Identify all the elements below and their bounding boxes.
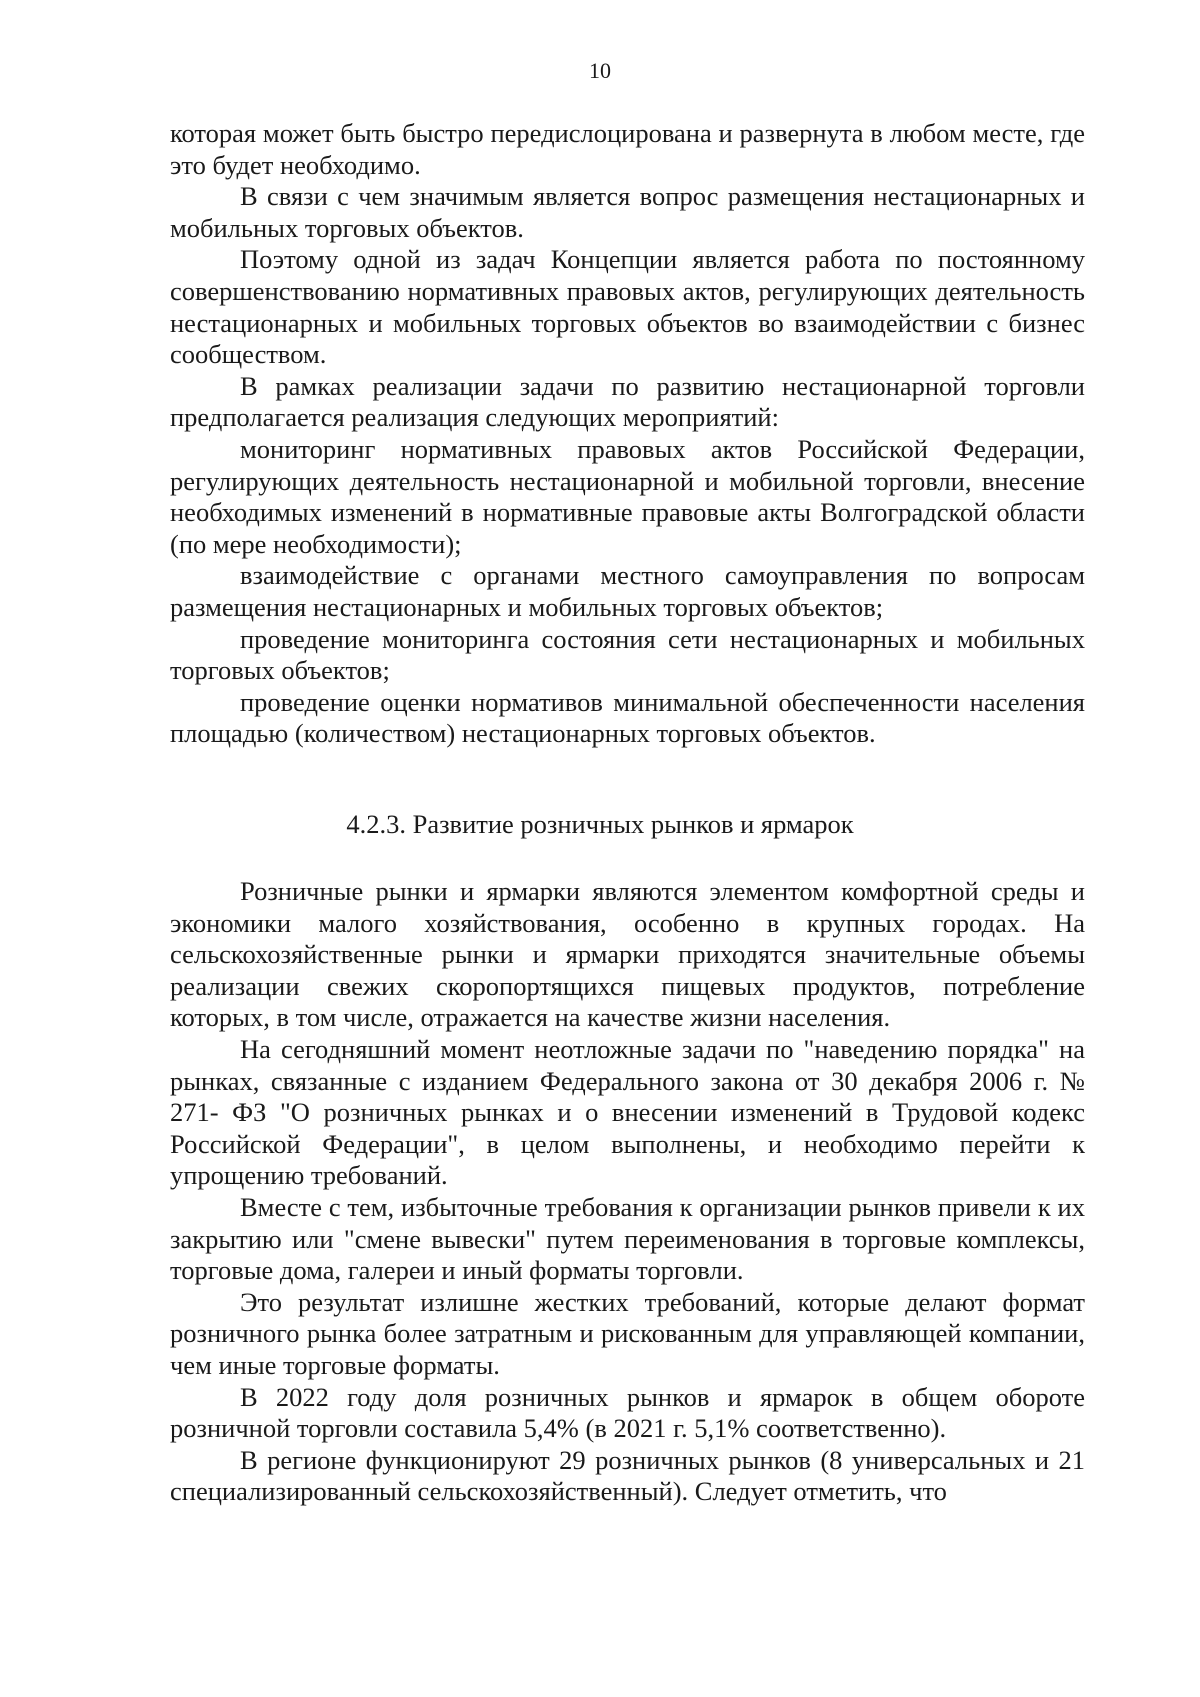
- paragraph: Розничные рынки и ярмарки являются элементом комфортной среды и экономики малого хозяйствования, особенно в крупных городах. На сельскохозяйственные рынки и ярмарки приходятся значительные объемы реализации свежих скоропортящихся пищевых продуктов, потребление которых, в том числе, отражается на качестве жизни населения.: [170, 876, 1085, 1033]
- paragraph: Поэтому одной из задач Концепции является работа по постоянному совершенствованию нормативных правовых актов, регулирующих деятельность нестационарных и мобильных торговых объектов во взаимодействии с бизнес сообществом.: [170, 244, 1085, 370]
- list-item-paragraph: мониторинг нормативных правовых актов Российской Федерации, регулирующих деятельность нестационарной и мобильной торговли, внесение необходимых изменений в нормативные правовые акты Волгоградской области (по мере необходимости);: [170, 433, 1085, 559]
- paragraph: Это результат излишне жестких требований, которые делают формат розничного рынка более затратным и рискованным для управляющей компании, чем иные торговые форматы.: [170, 1286, 1085, 1380]
- section-heading: 4.2.3. Развитие розничных рынков и ярмарок: [346, 809, 854, 839]
- paragraph: В 2022 году доля розничных рынков и ярмарок в общем обороте розничной торговли составила 5,4% (в 2021 г. 5,1% соответственно).: [170, 1381, 1085, 1444]
- list-item-paragraph: проведение оценки нормативов минимальной обеспеченности населения площадью (количеством) нестационарных торговых объектов.: [170, 686, 1085, 749]
- page-number: 10: [589, 58, 611, 83]
- paragraph: На сегодняшний момент неотложные задачи по "наведению порядка" на рынках, связанные с изданием Федерального закона от 30 декабря 2006 г. № 271- ФЗ "О розничных рынках и о внесении изменений в Трудовой кодекс Российской Федерации", в целом выполнены, и необходимо перейти к упрощению требований.: [170, 1033, 1085, 1191]
- list-item-paragraph: взаимодействие с органами местного самоуправления по вопросам размещения нестационарных и мобильных торговых объектов;: [170, 560, 1085, 622]
- list-item-paragraph: проведение мониторинга состояния сети нестационарных и мобильных торговых объектов;: [170, 623, 1085, 686]
- paragraph: В регионе функционируют 29 розничных рынков (8 универсальных и 21 специализированный сельскохозяйственный). Следует отметить, что: [170, 1444, 1085, 1507]
- text-block-after-heading: [170, 876, 1085, 1508]
- paragraph: В связи с чем значимым является вопрос размещения нестационарных и мобильных торговых объектов.: [170, 181, 1085, 243]
- paragraph: В рамках реализации задачи по развитию нестационарной торговли предполагается реализация следующих мероприятий:: [170, 370, 1085, 433]
- paragraph: которая может быть быстро передислоцирована и развернута в любом месте, где это будет необходимо.: [170, 118, 1085, 180]
- text-block-before-heading: [170, 118, 1085, 750]
- paragraph: Вместе с тем, избыточные требования к организации рынков привели к их закрытию или "смене вывески" путем переименования в торговые комплексы, торговые дома, галереи и иный форматы торговли.: [170, 1191, 1085, 1286]
